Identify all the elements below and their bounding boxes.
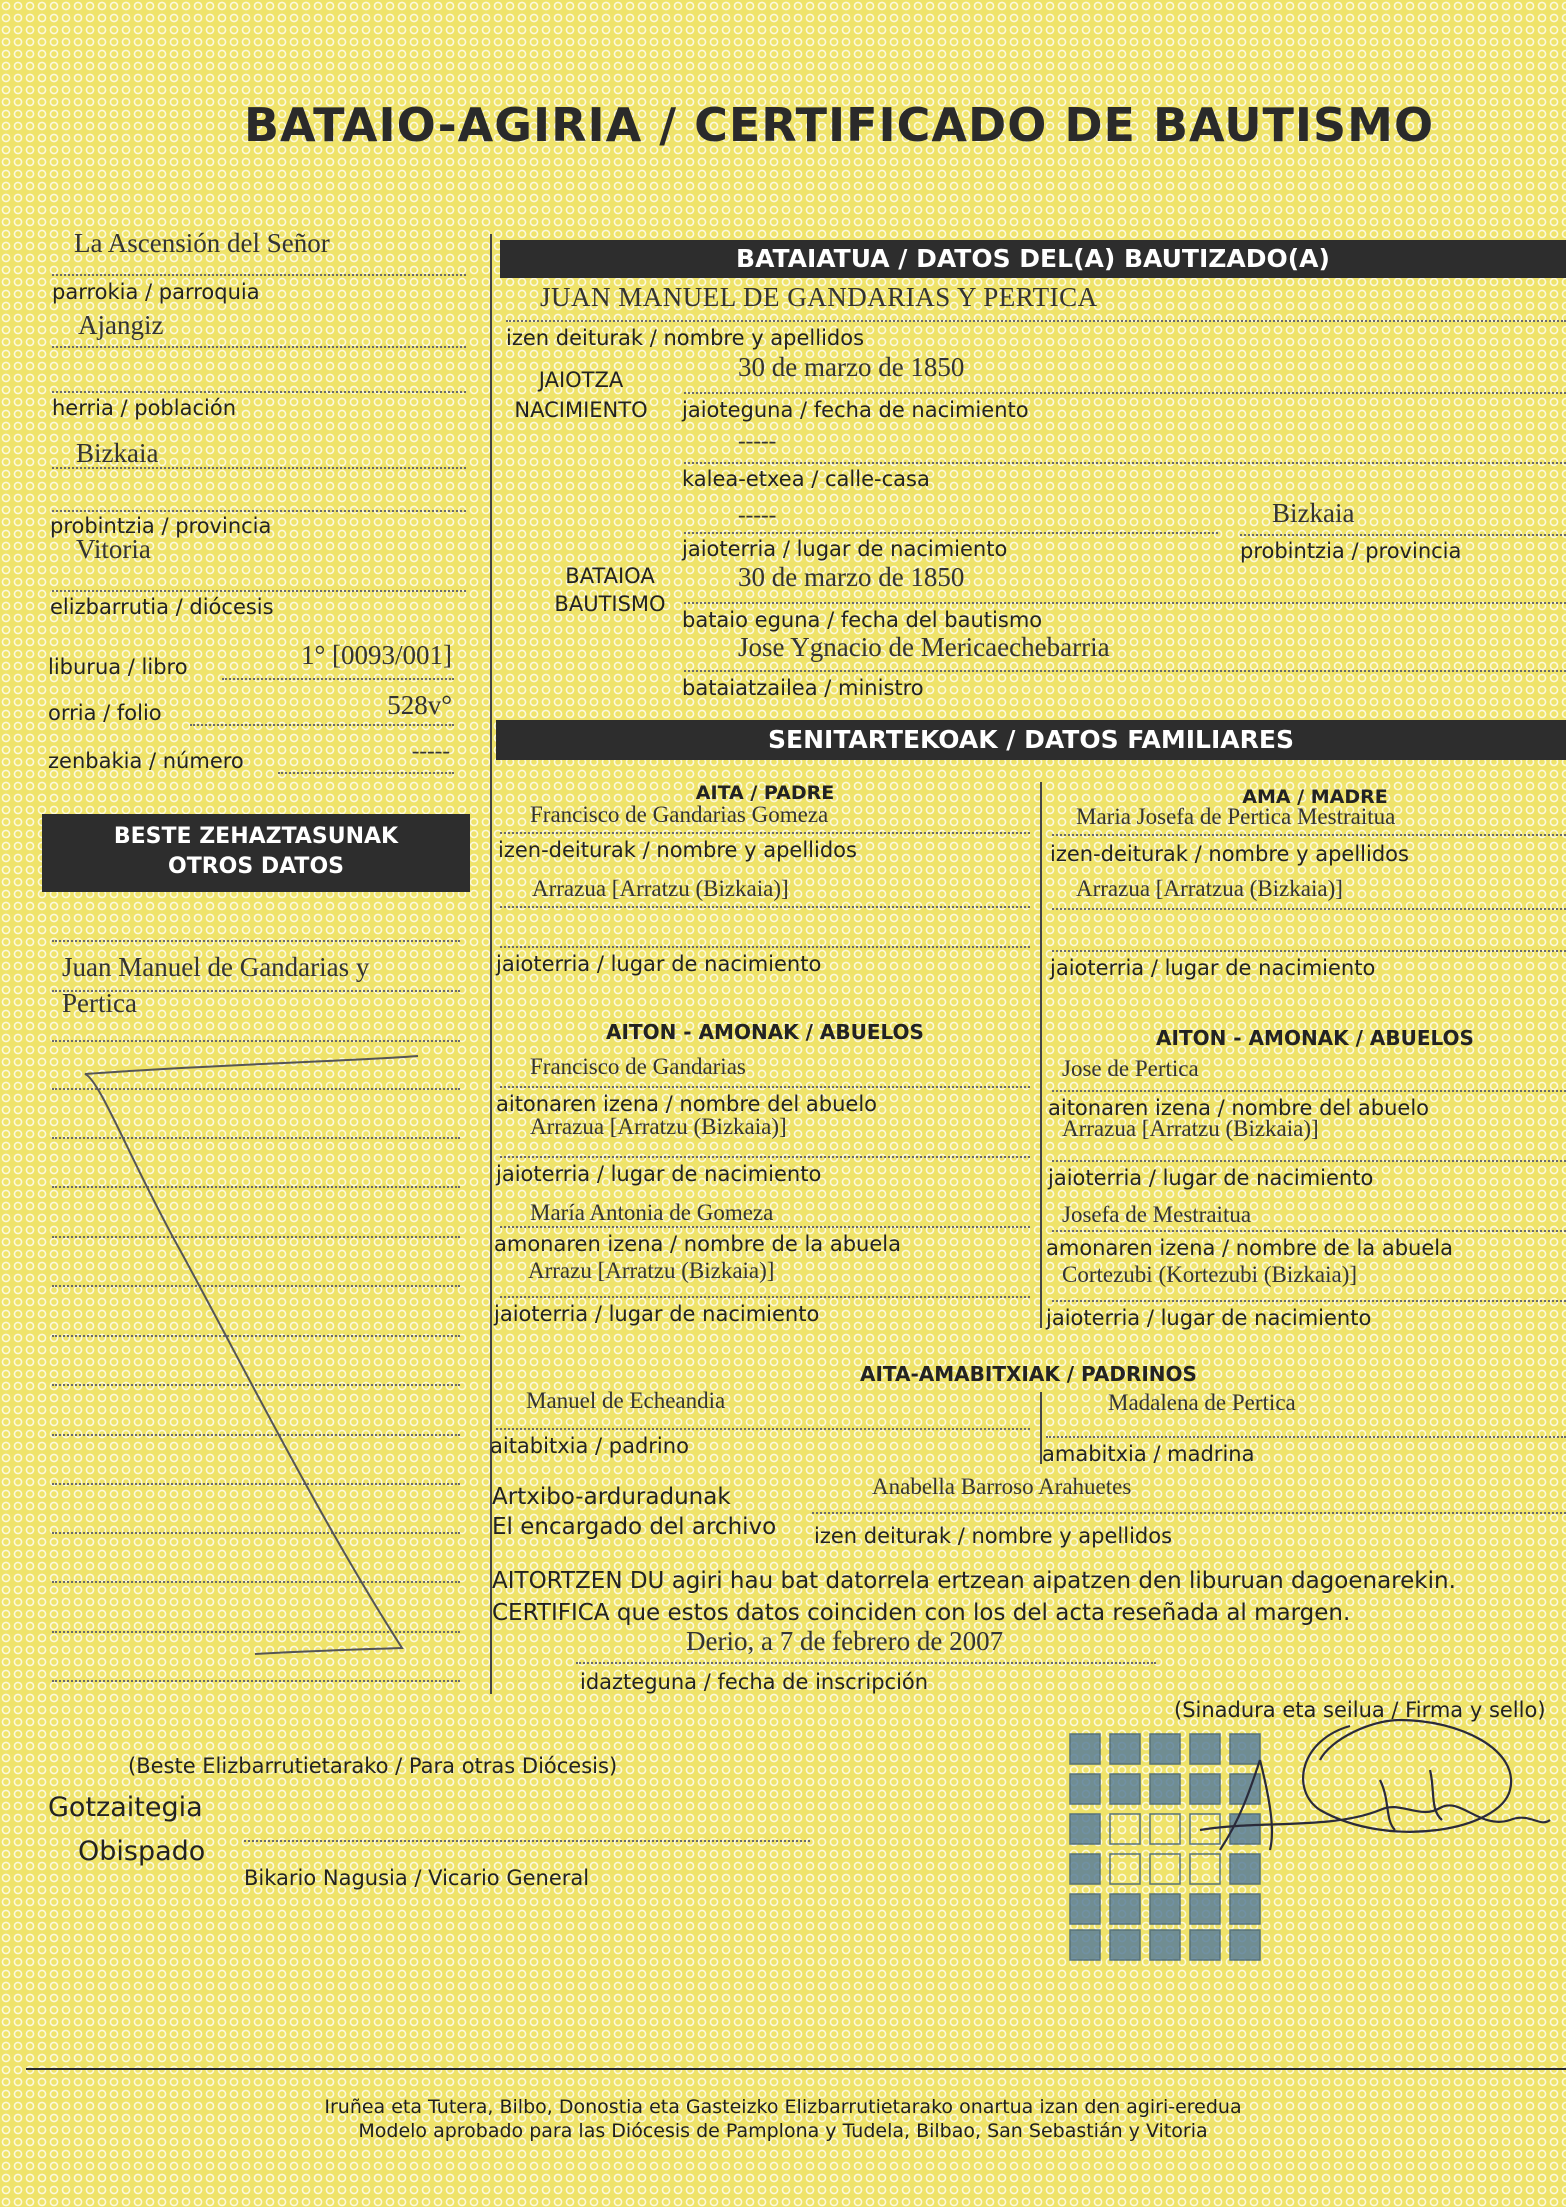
- folio-value: 528v°: [387, 690, 452, 720]
- vicar-general-label: Bikario Nagusia / Vicario General: [244, 1866, 590, 1890]
- godmother-value: Madalena de Pertica: [1108, 1390, 1296, 1415]
- other-data-header: [42, 814, 470, 892]
- paternal-grandmother-place-label: jaioterria / lugar de nacimiento: [494, 1302, 820, 1326]
- mother-name-label: izen-deiturak / nombre y apellidos: [1050, 842, 1409, 866]
- maternal-grandmother-place-value: Cortezubi (Kortezubi (Bizkaia)]: [1062, 1262, 1358, 1287]
- paternal-grandfather-value: Francisco de Gandarias: [530, 1054, 746, 1079]
- father-header: AITA / PADRE: [695, 782, 835, 804]
- godmother-label: amabitxia / madrina: [1042, 1442, 1255, 1466]
- maternal-grandmother-value: Josefa de Mestraitua: [1062, 1202, 1252, 1227]
- father-name-label: izen-deiturak / nombre y apellidos: [498, 838, 857, 862]
- archive-name-label: izen deiturak / nombre y apellidos: [814, 1524, 1173, 1548]
- paternal-grandfather-label: aitonaren izena / nombre del abuelo: [496, 1092, 878, 1116]
- other-data-header-eu: BESTE ZEHAZTASUNAK: [113, 824, 399, 849]
- paternal-grandmother-place-value: Arrazu [Arratzu (Bizkaia)]: [528, 1258, 775, 1283]
- mother-header: AMA / MADRE: [1242, 786, 1388, 808]
- maternal-grandfather-place-value: Arrazua [Arratzu (Bizkaia)]: [1062, 1116, 1319, 1141]
- maternal-grandparents-header: AITON - AMONAK / ABUELOS: [1156, 1026, 1474, 1050]
- province-value: Bizkaia: [76, 438, 159, 468]
- baptized-name-label: izen deiturak / nombre y apellidos: [506, 326, 865, 350]
- father-name-value: Francisco de Gandarias Gomeza: [530, 802, 829, 827]
- paternal-grandfather-place-value: Arrazua [Arratzu (Bizkaia)]: [530, 1114, 787, 1139]
- baptism-section-es: BAUTISMO: [554, 592, 666, 616]
- number-value: -----: [411, 738, 450, 763]
- paternal-grandmother-value: María Antonia de Gomeza: [530, 1200, 774, 1225]
- issue-date-value: Derio, a 7 de febrero de 2007: [686, 1626, 1004, 1656]
- father-place-value: Arrazua [Arratzu (Bizkaia)]: [532, 876, 789, 901]
- number-label: zenbakia / número: [48, 749, 244, 773]
- baptism-section-eu: BATAIOA: [565, 564, 655, 588]
- baptized-header: BATAIATUA / DATOS DEL(A) BAUTIZADO(A): [500, 240, 1566, 278]
- archive-name-value: Anabella Barroso Arahuetes: [872, 1474, 1132, 1499]
- birth-date-label: jaioteguna / fecha de nacimiento: [682, 398, 1029, 422]
- certification-eu: AITORTZEN DU agiri hau bat datorrela ertzean aipatzen den liburuan dagoenarekin.: [492, 1568, 1456, 1594]
- archive-label-es: El encargado del archivo: [492, 1514, 777, 1540]
- godfather-label: aitabitxia / padrino: [490, 1434, 689, 1458]
- baptized-name-value: JUAN MANUEL DE GANDARIAS Y PERTICA: [540, 282, 1098, 312]
- mother-place-value: Arrazua [Arratzua (Bizkaia)]: [1076, 876, 1343, 901]
- archive-label-eu: Artxibo-arduradunak: [492, 1484, 731, 1510]
- other-dioceses-label: (Beste Elizbarrutietarako / Para otras Diócesis): [128, 1754, 618, 1778]
- birth-section-es: NACIMIENTO: [514, 398, 648, 422]
- mother-place-label: jaioterria / lugar de nacimiento: [1050, 956, 1376, 980]
- birth-date-value: 30 de marzo de 1850: [738, 352, 965, 382]
- signature-label: (Sinadura eta seilua / Firma y sello): [1174, 1698, 1546, 1722]
- baptism-date-value: 30 de marzo de 1850: [738, 562, 965, 592]
- issue-date-label: idazteguna / fecha de inscripción: [580, 1670, 929, 1694]
- footer-line-es: Modelo aprobado para las Diócesis de Pamplona y Tudela, Bilbao, San Sebastián y Vitoria: [358, 2120, 1208, 2142]
- baptism-date-label: bataio eguna / fecha del bautismo: [682, 608, 1043, 632]
- street-value: -----: [738, 428, 777, 453]
- certification-es: CERTIFICA que estos datos coinciden con los del acta reseñada al margen.: [492, 1600, 1351, 1626]
- folio-label: orria / folio: [48, 701, 162, 725]
- birthplace-value: -----: [738, 502, 777, 527]
- town-value: Ajangiz: [78, 310, 164, 340]
- town-label: herria / población: [52, 396, 237, 420]
- parish-value: La Ascensión del Señor: [74, 228, 330, 258]
- other-data-line-2: Pertica: [62, 988, 137, 1018]
- mother-name-value: Maria Josefa de Pertica Mestraitua: [1076, 804, 1396, 829]
- obispado-label: Obispado: [78, 1836, 206, 1867]
- family-header: SENITARTEKOAK / DATOS FAMILIARES: [496, 720, 1566, 760]
- parish-label: parrokia / parroquia: [52, 280, 260, 304]
- cancel-stroke: [40, 1040, 480, 1670]
- footer-line-eu: Iruñea eta Tutera, Bilbo, Donostia eta Gasteizko Elizbarrutietarako onartua izan den agiri-eredua: [324, 2096, 1242, 2118]
- minister-value: Jose Ygnacio de Mericaechebarria: [738, 632, 1110, 662]
- maternal-grandfather-value: Jose de Pertica: [1062, 1056, 1199, 1081]
- paternal-grandmother-label: amonaren izena / nombre de la abuela: [494, 1232, 901, 1256]
- diocese-value: Vitoria: [76, 534, 151, 564]
- signature-scribble: [1180, 1680, 1560, 1870]
- street-label: kalea-etxea / calle-casa: [682, 467, 930, 491]
- maternal-grandfather-place-label: jaioterria / lugar de nacimiento: [1048, 1166, 1374, 1190]
- godfather-value: Manuel de Echeandia: [526, 1388, 726, 1413]
- father-place-label: jaioterria / lugar de nacimiento: [496, 952, 822, 976]
- diocese-label: elizbarrutia / diócesis: [50, 595, 274, 619]
- gotzaitegia-label: Gotzaitegia: [48, 1792, 203, 1823]
- book-label: liburua / libro: [48, 655, 188, 679]
- paternal-grandfather-place-label: jaioterria / lugar de nacimiento: [496, 1162, 822, 1186]
- godparents-header: AITA-AMABITXIAK / PADRINOS: [860, 1362, 1197, 1386]
- page-title: BATAIO-AGIRIA / CERTIFICADO DE BAUTISMO: [244, 98, 1435, 152]
- birth-province-value: Bizkaia: [1272, 498, 1355, 528]
- maternal-grandmother-place-label: jaioterria / lugar de nacimiento: [1046, 1306, 1372, 1330]
- province-label: probintzia / provincia: [50, 514, 272, 538]
- maternal-grandfather-label: aitonaren izena / nombre del abuelo: [1048, 1096, 1430, 1120]
- birth-province-label: probintzia / provincia: [1240, 539, 1462, 563]
- paternal-grandparents-header: AITON - AMONAK / ABUELOS: [606, 1020, 924, 1044]
- other-data-header-es: OTROS DATOS: [168, 854, 344, 879]
- minister-label: bataiatzailea / ministro: [682, 676, 924, 700]
- book-value: 1° [0093/001]: [300, 640, 452, 670]
- birth-section-eu: JAIOTZA: [538, 368, 624, 392]
- maternal-grandmother-label: amonaren izena / nombre de la abuela: [1046, 1236, 1453, 1260]
- birthplace-label: jaioterria / lugar de nacimiento: [682, 537, 1008, 561]
- other-data-line-1: Juan Manuel de Gandarias y: [62, 952, 370, 982]
